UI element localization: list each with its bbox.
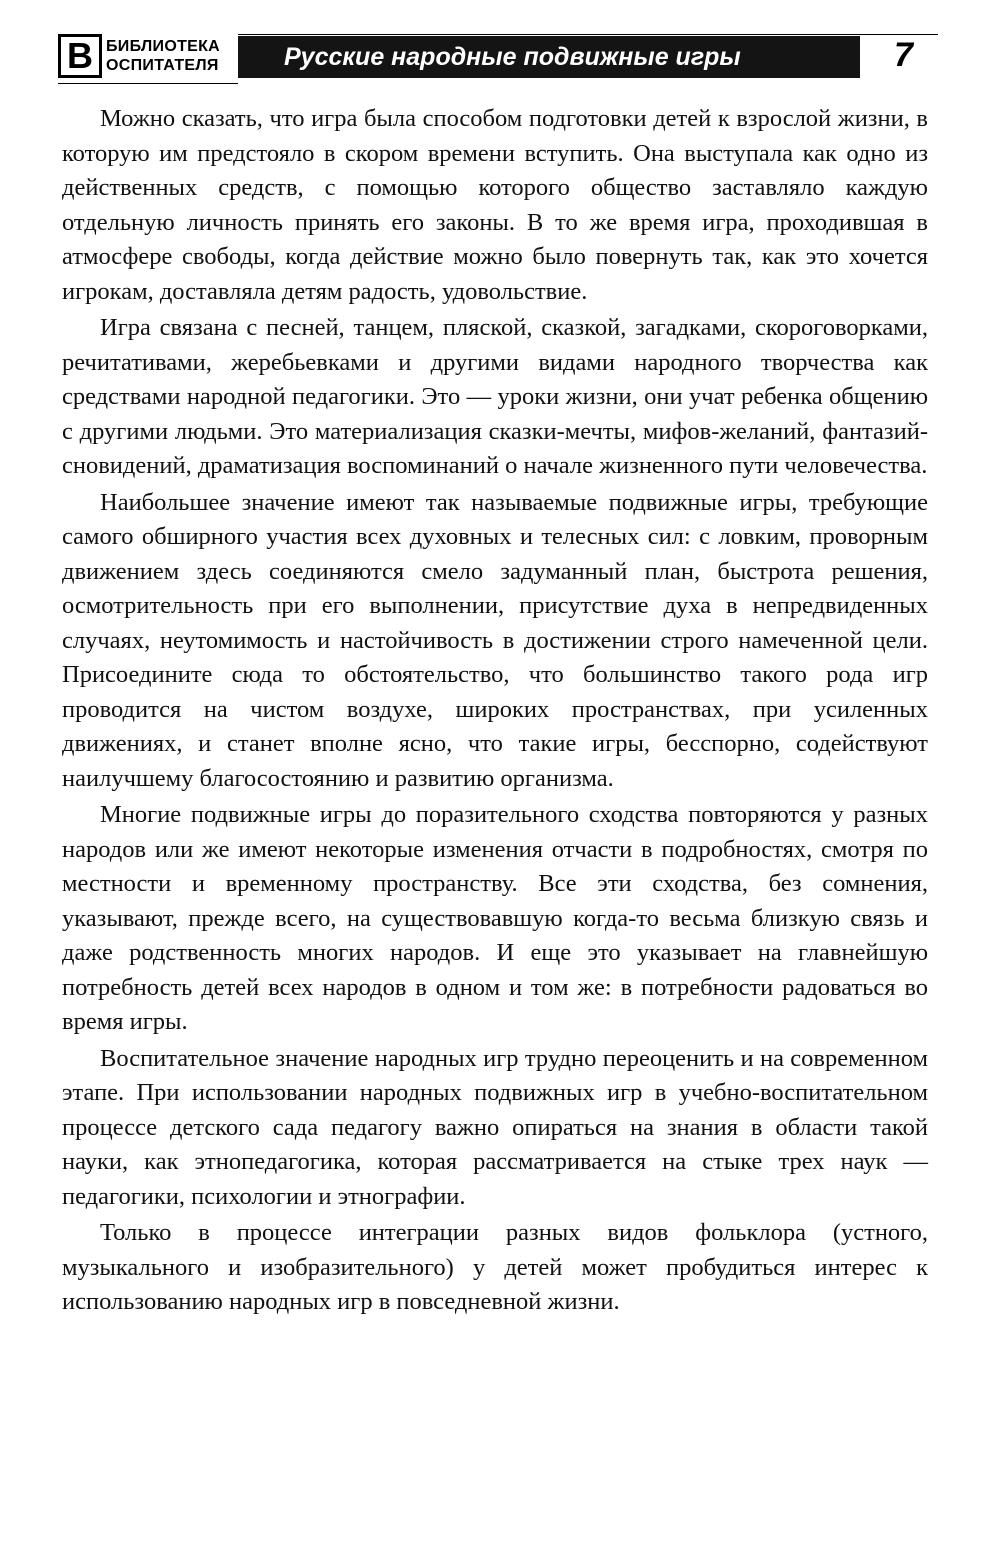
paragraph: Воспитательное значение народных игр трудно переоценить и на современном этапе. При использовании народных подвижных игр в учебно-воспитательном процессе детского сада педагогу важно опираться на знания в области такой науки, как этнопедагогика, которая рассматривается на стыке трех наук — педагогики, психологии и этнографии. (62, 1044, 928, 1210)
paragraph: Игра связана с песней, танцем, пляской, сказкой, загадками, скороговорками, речитативами, жеребьевками и другими видами народного творчества как средствами народной педагогики. Это — уроки жизни, они учат ребенка общению с другими людьми. Это материализация сказки-мечты, мифов-желаний, фантазий-сновидений, драматизация воспоминаний о начале жизненного пути человечества. (62, 314, 928, 479)
series-logo-letter: В (67, 35, 93, 76)
series-name (106, 37, 220, 75)
chapter-title: Русские народные подвижные игры (238, 36, 860, 78)
page-number: 7 (894, 36, 913, 74)
paragraph: Наибольшее значение имеют так называемые подвижные игры, требующие самого обширного участия всех духовных и телесных сил: с ловким, проворным движением здесь соединяются смело задуманный план, быстрота решения, осмотрительность при его выполнении, присутствие духа в непредвиденных случаях, неутомимость и настойчивость в достижении строго намеченной цели. Присоедините сюда то обстоятельство, что большинство такого рода игр проводится на чистом воздухе, широких пространствах, при усиленных движениях, и станет вполне ясно, что такие игры, бесспорно, содействуют наилучшему благосостоянию и развитию организма. (62, 488, 928, 792)
running-header (58, 34, 940, 84)
header-rule-top (238, 34, 938, 35)
series-name-line2: ОСПИТАТЕЛЯ (106, 57, 219, 74)
header-rule-bottom (58, 83, 238, 84)
page-body (62, 102, 928, 1322)
paragraph: Многие подвижные игры до поразительного сходства повторяются у разных народов или же имеют некоторые изменения отчасти в подробностях, смотря по местности и временному пространству. Все эти сходства, без сомнения, указывают, прежде всего, на существовавшую когда-то весьма близкую связь и даже родственность многих народов. И еще это указывает на главнейшую потребность детей всех народов в одном и том же: в потребности радоваться во время игры. (62, 801, 928, 1035)
paragraph: Можно сказать, что игра была способом подготовки детей к взрослой жизни, в которую им предстояло в скором времени вступить. Она выступала как одно из действенных средств, с помощью которого общество заставляло каждую отдельную личность принять его законы. В то же время игра, проходившая в атмосфере свободы, когда действие можно было повернуть так, как это хочется игрокам, доставляла детям радость, удовольствие. (62, 105, 928, 305)
paragraph: Только в процессе интеграции разных видов фольклора (устного, музыкального и изобразительного) у детей может пробудиться интерес к использованию народных игр в повседневной жизни. (62, 1219, 928, 1315)
series-name-line1: БИБЛИОТЕКА (106, 38, 221, 55)
series-logo (58, 34, 102, 78)
